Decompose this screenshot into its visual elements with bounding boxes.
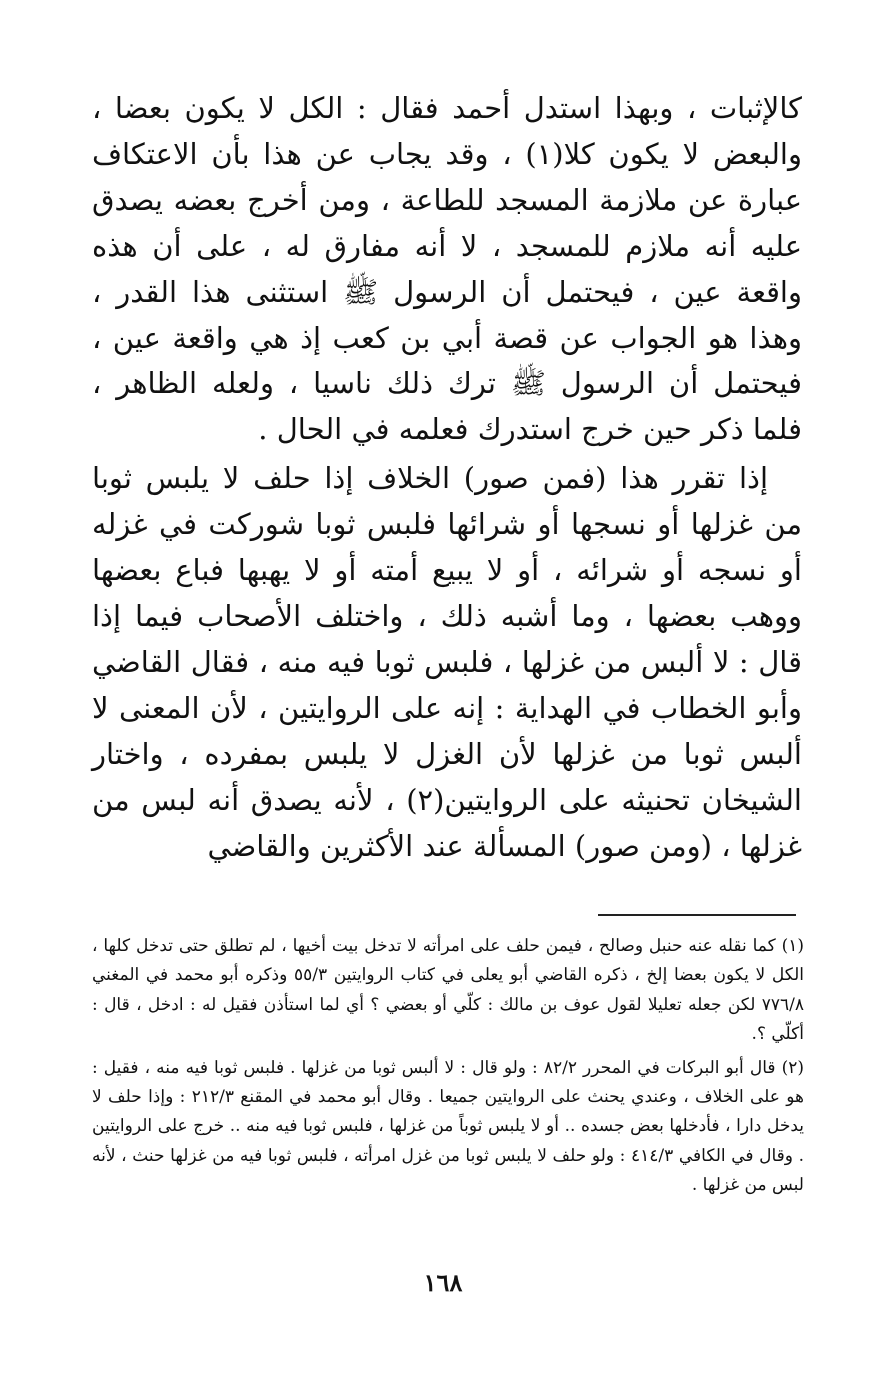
- footnote-separator: [598, 914, 796, 916]
- footnote-1: (١) كما نقله عنه حنبل وصالح ، فيمن حلف على امرأته لا تدخل بيت أخيها ، لم تطلق حتى تدخل كلها ، الكل لا يكون بعضا إلخ ، ذكره القاضي أبو يعلى في كتاب الروايتين ٥٥/٣ وذكره أبو محمد في المغني ٧٧٦/٨ لكن جعله تعليلا لقول عوف بن مالك : كلّي أو بعضي ؟ أي لما استأذن فقيل له : ادخل ، قال : أكلّي ؟.: [92, 936, 804, 1045]
- main-text: [92, 86, 802, 869]
- main-paragraph-1: كالإثبات ، وبهذا استدل أحمد فقال : الكل لا يكون بعضا ، والبعض لا يكون كلا(١) ، وقد يجاب عن هذا بأن الاعتكاف عبارة عن ملازمة المسجد للطاعة ، ومن أخرج بعضه يصدق عليه أنه ملازم للمسجد ، لا أنه مفارق له ، على أن هذه واقعة عين ، فيحتمل أن الرسول ﷺ استثنى هذا القدر ، وهذا هو الجواب عن قصة أبي بن كعب إذ هي واقعة عين ، فيحتمل أن الرسول ﷺ ترك ذلك ناسيا ، ولعله الظاهر ، فلما ذكر حين خرج استدرك فعلمه في الحال .: [92, 91, 802, 447]
- footnote-2: (٢) قال أبو البركات في المحرر ٨٢/٢ : ولو قال : لا ألبس ثوبا من غزلها . فلبس ثوبا فيه منه ، فقيل : هو على الخلاف ، وعندي يحنث على الروايتين جميعا . وقال أبو محمد في المقنع ٢١٢/٣ : وإذا حلف لا يدخل دارا ، فأدخلها بعض جسده .. أو لا يلبس ثوباً من غزلها ، فلبس ثوبا فيه منه .. خرج على الروايتين . وقال في الكافي ٤١٤/٣ : ولو حلف لا يلبس ثوبا من غزل امرأته ، فلبس ثوبا فيه من غزلها حنث ، لأنه لبس من غزلها .: [92, 1057, 805, 1196]
- main-paragraph-2: إذا تقرر هذا (فمن صور) الخلاف إذا حلف لا يلبس ثوبا من غزلها أو نسجها أو شرائها فلبس ثوبا شوركت في غزله أو نسجه أو شرائه ، أو لا يبيع أمته أو لا يهبها فباع بعضها ووهب بعضها ، وما أشبه ذلك ، واختلف الأصحاب فيما إذا قال : لا ألبس من غزلها ، فلبس ثوبا فيه منه ، فقال القاضي وأبو الخطاب في الهداية : إنه على الروايتين ، لأن المعنى لا ألبس ثوبا من غزلها لأن الغزل لا يلبس بمفرده ، واختار الشيخان تحنيثه على الروايتين(٢) ، لأنه يصدق أنه لبس من غزلها ، (ومن صور) المسألة عند الأكثرين والقاضي: [92, 461, 802, 863]
- page-number: ١٦٨: [423, 1268, 463, 1297]
- footnotes: [92, 932, 804, 1205]
